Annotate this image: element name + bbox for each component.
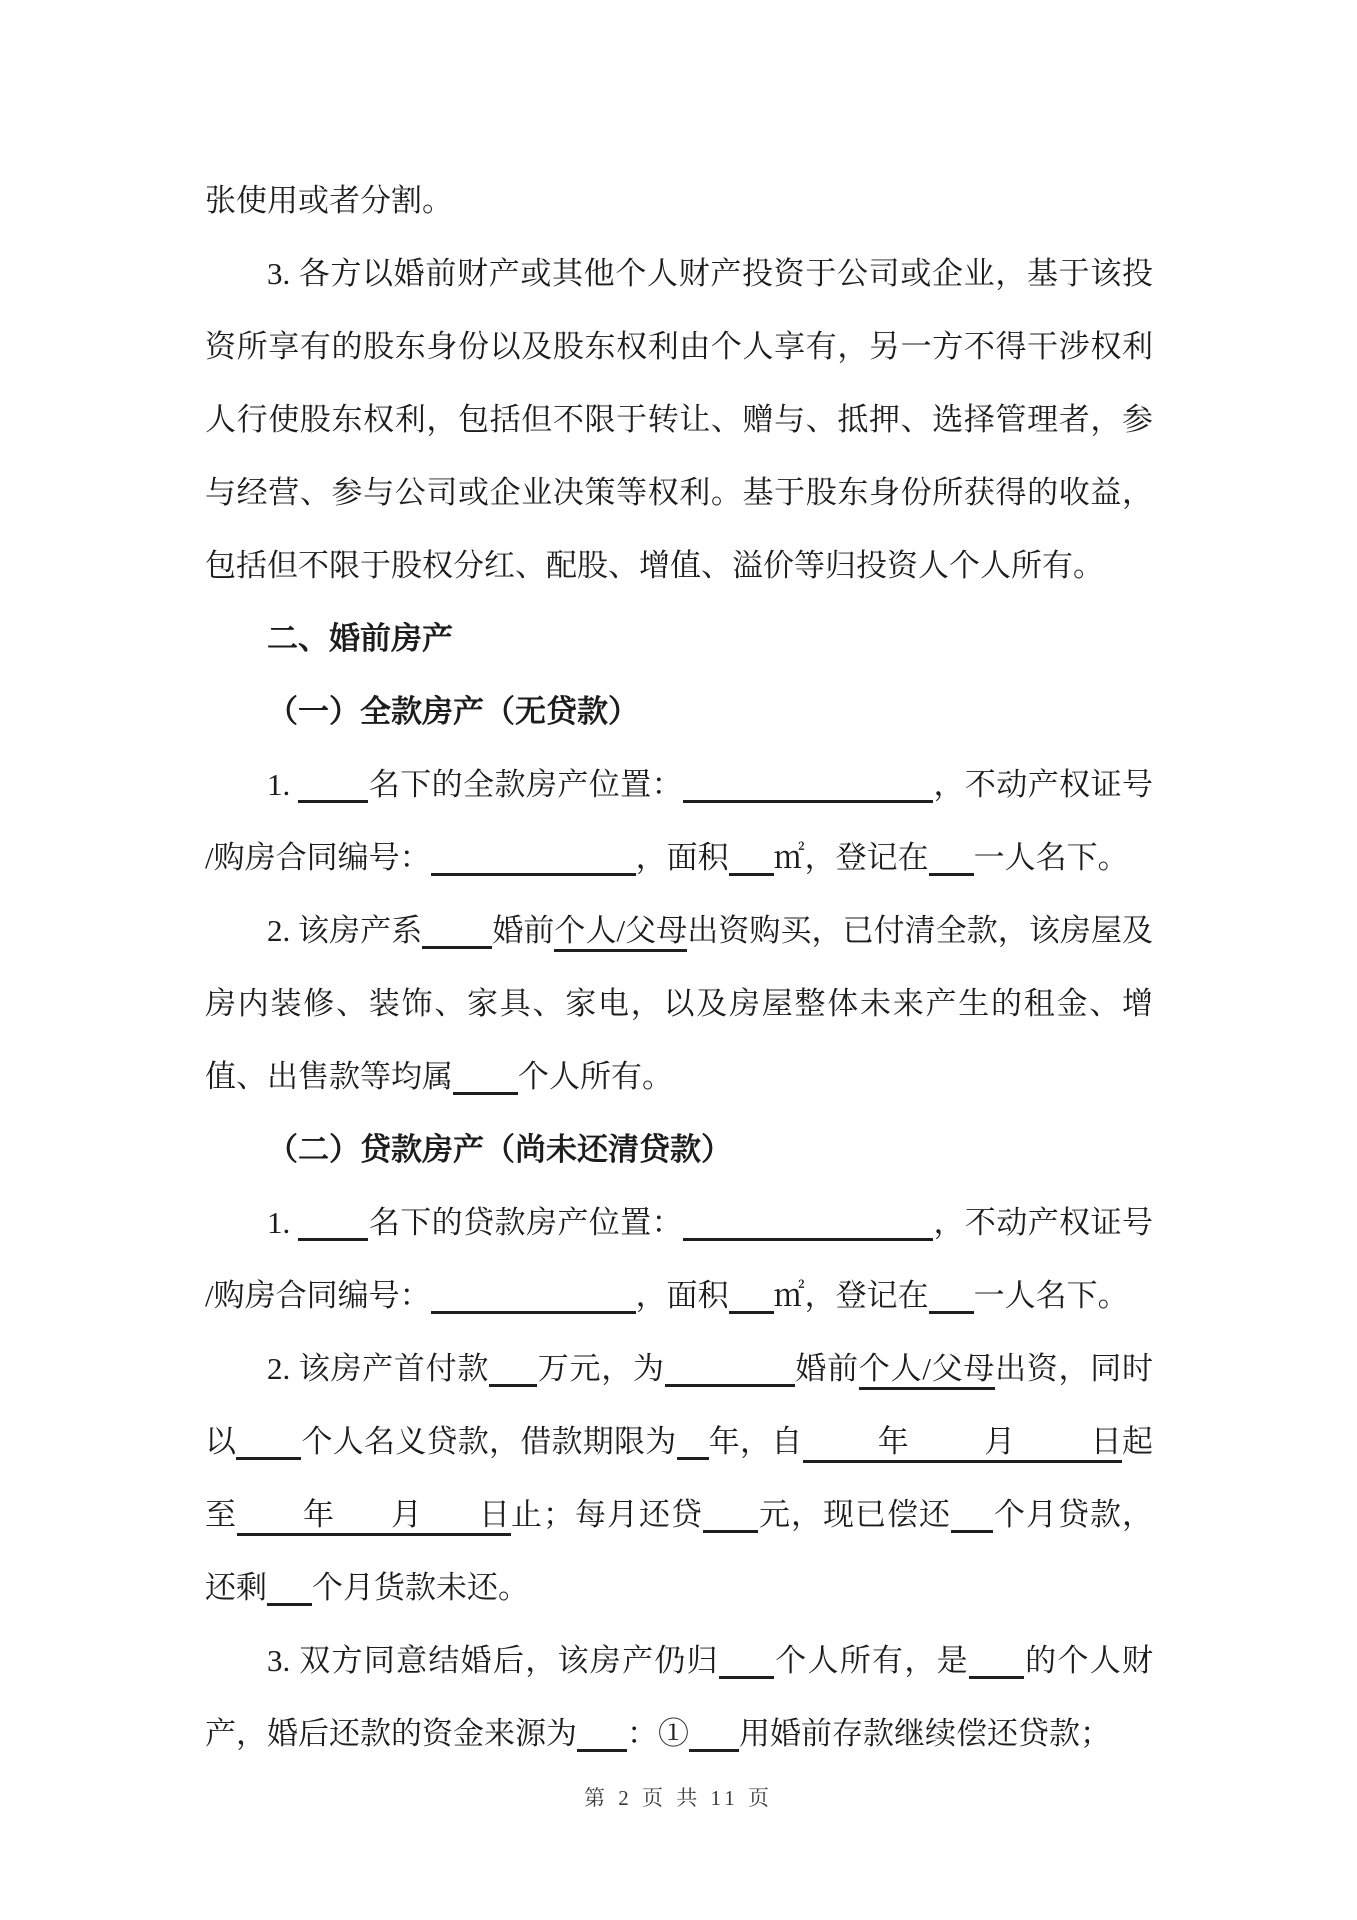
- blank-fill-in-field: [929, 873, 974, 876]
- blank-fill-in-field: [665, 1384, 795, 1387]
- blank-fill-in-field: [431, 1311, 636, 1314]
- paragraph: 3. 双方同意结婚后，该房产仍归 个人所有，是 的个人财产，婚后还款的资金来源为 ：① 用婚前存款继续偿还贷款；: [205, 1643, 1154, 1751]
- section-heading: 二、婚前房产: [267, 621, 453, 656]
- blank-fill-in-field: [969, 1676, 1024, 1679]
- blank-fill-in-field: [951, 1530, 993, 1533]
- section-heading: （一）全款房产（无贷款）: [267, 694, 639, 729]
- paragraph: 2. 该房产系 婚前个人/父母出资购买，已付清全款，该房屋及房内装修、装饰、家具、家电，以及房屋整体未来产生的租金、增值、出售款等均属 个人所有。: [205, 913, 1154, 1094]
- paragraph: 1. 名下的贷款房产位置： ，不动产权证号​/购房合同编号： ，面积 ㎡，登记在 一人名下。: [205, 1205, 1154, 1313]
- paragraph: 2. 该房产首付款 万元，为 婚前个人/父母出资，同时以 个人名义贷款，借款期限为 年，自 年 月 日起至 年 月 日止；每月还贷 元，现已偿还 个月贷款，还剩 个月货款未还。: [205, 1351, 1154, 1605]
- blank-fill-in-field: [267, 1603, 312, 1606]
- blank-fill-in-field: [729, 873, 774, 876]
- paragraph: 张使用或者分割。: [205, 183, 453, 218]
- blank-fill-in-field: [683, 800, 933, 803]
- blank-fill-in-field: [489, 1384, 537, 1387]
- blank-fill-in-field: [677, 1457, 709, 1460]
- blank-fill-in-field: [683, 1238, 933, 1241]
- document-body: [205, 164, 1153, 1770]
- blank-fill-in-field: [236, 1457, 301, 1460]
- paragraph: 3. 各方以婚前财产或其他个人财产投资于公司或企业，基于该投资所享有的股东身份以及股东权利由个人享有，另一方不得干涉权利人行使股东权利，包括但不限于转让、赠与、抵押、选择管理者，参与经营、参与公司或企业决策等权利。基于股东身份所获得的收益，包括但不限于股权分红、配股、增值、溢价等归投资人个人所有。: [205, 256, 1153, 583]
- blank-fill-in-field: [703, 1530, 758, 1533]
- blank-date-field: 年 月 日: [237, 1497, 511, 1536]
- blank-fill-in-field: [689, 1749, 739, 1752]
- blank-fill-in-field: [929, 1311, 974, 1314]
- blank-fill-in-field: [298, 1238, 368, 1241]
- blank-fill-in-field: [422, 946, 492, 949]
- blank-date-field: 年 月 日: [803, 1424, 1123, 1463]
- underlined-choice-text: 个人/父母: [554, 913, 687, 952]
- paragraph: 1. 名下的全款房产位置： ，不动产权证号​/购房合同编号： ，面积 ㎡，登记在 一人名下。: [205, 767, 1154, 875]
- blank-fill-in-field: [453, 1092, 518, 1095]
- page-footer: 第 2 页 共 11 页: [584, 1786, 773, 1810]
- blank-fill-in-field: [577, 1749, 627, 1752]
- underlined-choice-text: 个人/父母: [859, 1351, 995, 1390]
- blank-fill-in-field: [298, 800, 368, 803]
- blank-fill-in-field: [719, 1676, 774, 1679]
- blank-fill-in-field: [729, 1311, 774, 1314]
- blank-fill-in-field: [431, 873, 636, 876]
- section-heading: （二）贷款房产（尚未还清贷款）: [267, 1132, 732, 1167]
